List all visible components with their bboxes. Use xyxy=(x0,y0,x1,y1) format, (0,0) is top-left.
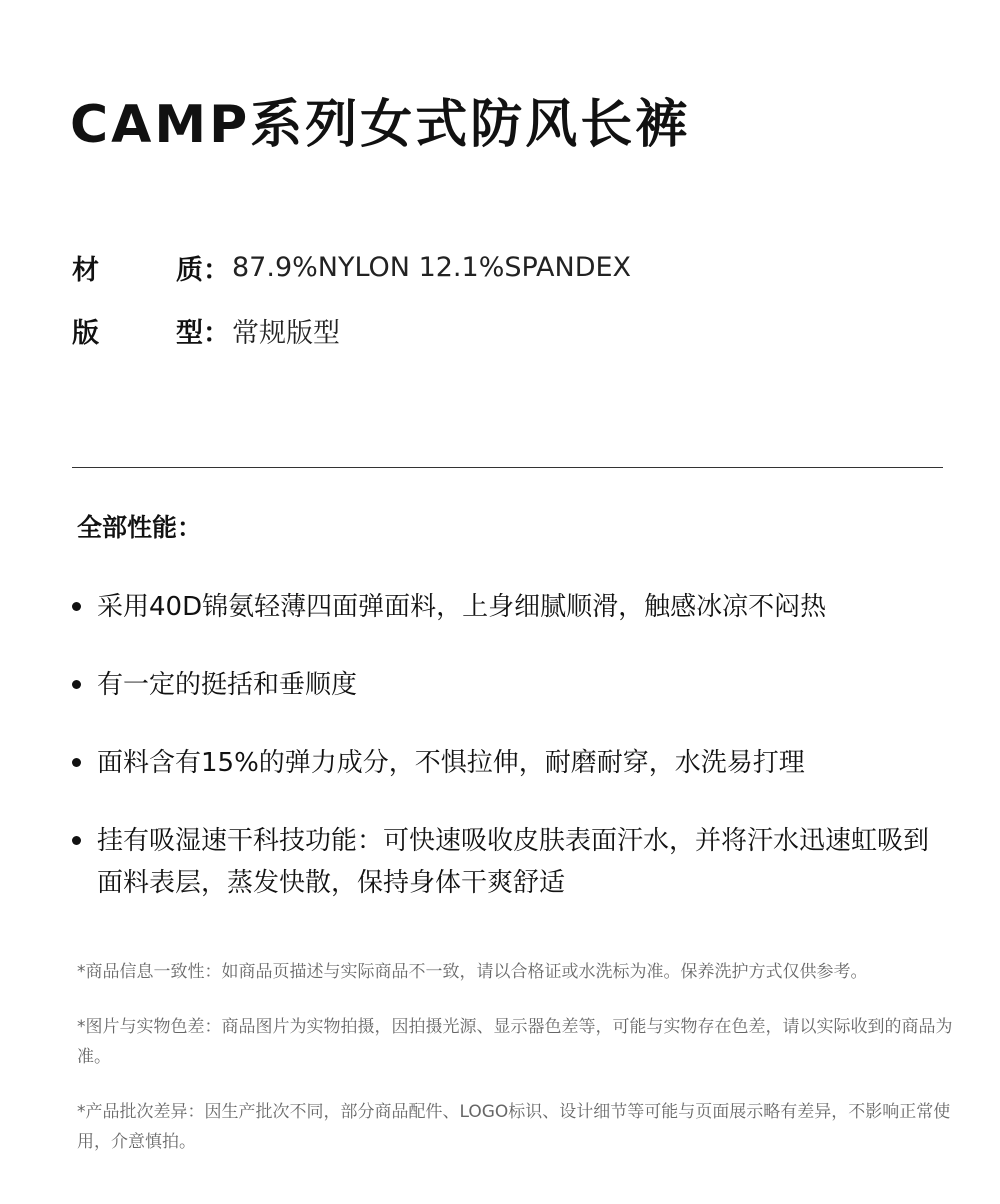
note-info-consistency: *商品信息一致性：如商品页描述与实际商品不一致，请以合格证或水洗标为准。保养洗护方式仅供参考。 xyxy=(77,962,868,982)
spec-label-last-char: 型： xyxy=(176,317,230,349)
note-color-difference: *图片与实物色差：商品图片为实物拍摄，因拍摄光源、显示器色差等，可能与实物存在色差，请以实际收到的商品为准。 xyxy=(77,1017,953,1067)
disclaimer-notes xyxy=(77,957,962,1182)
spec-row-material xyxy=(72,249,631,285)
feature-text: 面料含有15%的弹力成分，不惧拉伸，耐磨耐穿，水洗易打理 xyxy=(97,748,805,778)
performance-heading: 全部性能： xyxy=(77,513,203,542)
section-divider xyxy=(72,467,943,468)
bullet-dot-icon xyxy=(72,758,81,767)
spec-label xyxy=(72,311,230,350)
spec-label xyxy=(72,248,230,287)
spec-row-fit xyxy=(72,312,340,348)
bullet-dot-icon xyxy=(72,836,81,845)
spec-value-fit: 常规版型 xyxy=(232,317,340,349)
bullet-dot-icon xyxy=(72,602,81,611)
feature-text: 有一定的挺括和垂顺度 xyxy=(97,670,358,700)
feature-list xyxy=(72,586,952,940)
feature-item xyxy=(72,664,952,706)
feature-text: 挂有吸湿速干科技功能：可快速吸收皮肤表面汗水，并将汗水迅速虹吸到面料表层，蒸发快散，保持身体干爽舒适 xyxy=(97,826,930,898)
feature-item xyxy=(72,820,952,904)
feature-item xyxy=(72,586,952,628)
bullet-dot-icon xyxy=(72,680,81,689)
spec-label-first-char: 材 xyxy=(72,254,99,286)
spec-value-material: 87.9%NYLON 12.1%SPANDEX xyxy=(232,251,632,283)
page-title: CAMP系列女式防风长裤 xyxy=(70,95,691,155)
feature-text: 采用40D锦氨轻薄四面弹面料，上身细腻顺滑，触感冰凉不闷热 xyxy=(97,592,827,622)
spec-label-first-char: 版 xyxy=(72,317,99,349)
feature-item xyxy=(72,742,952,784)
spec-label-last-char: 质： xyxy=(176,254,230,286)
note-batch-difference: *产品批次差异：因生产批次不同，部分商品配件、LOGO标识、设计细节等可能与页面展示略有差异，不影响正常使用，介意慎拍。 xyxy=(77,1102,951,1152)
